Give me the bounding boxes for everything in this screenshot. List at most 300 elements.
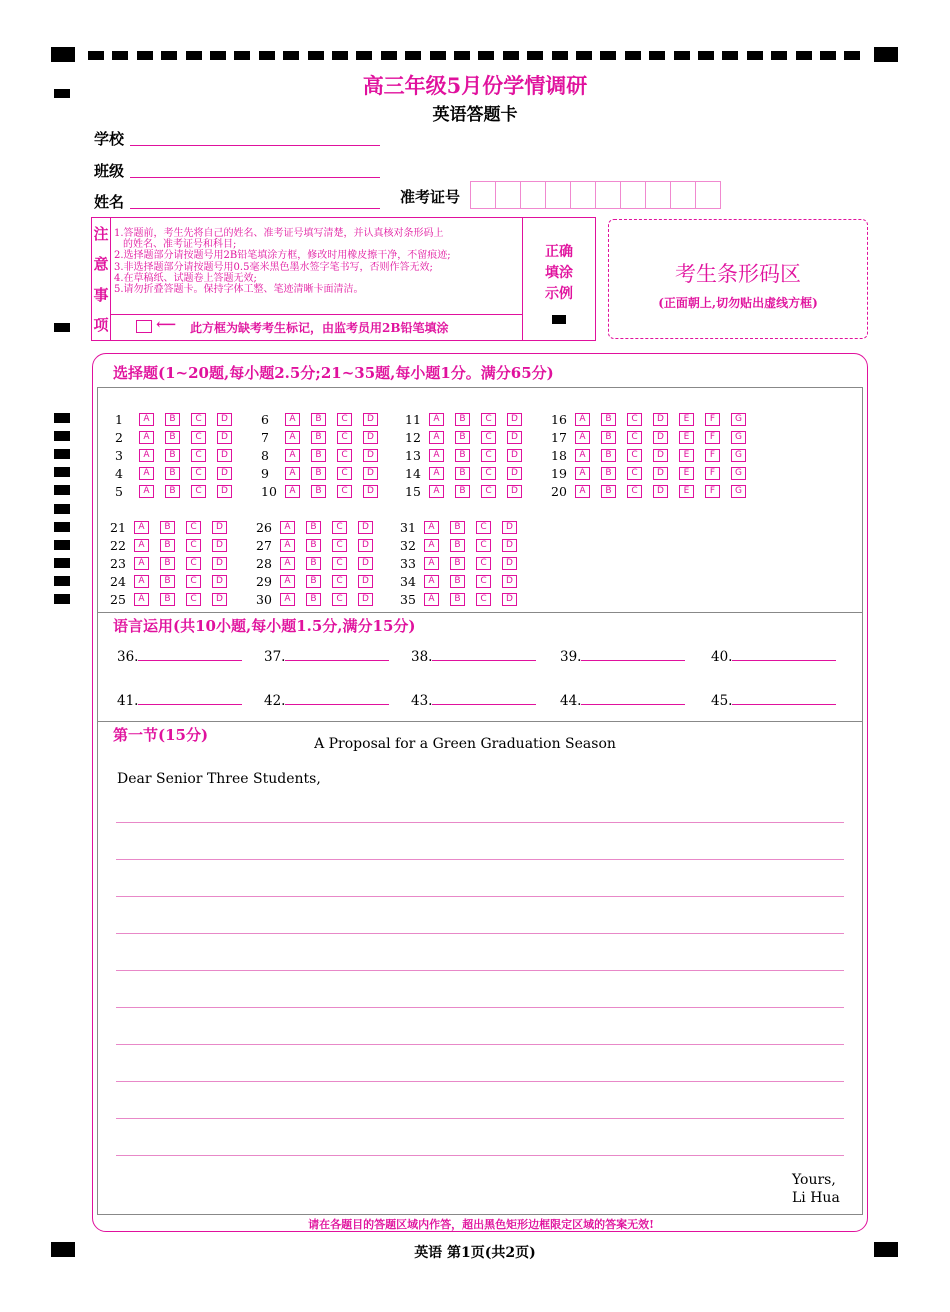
option-bubble-d[interactable]: D [507, 431, 522, 444]
question-number: 22 [110, 537, 126, 553]
writing-line[interactable] [116, 1155, 844, 1156]
blank-answer[interactable] [711, 690, 836, 709]
question-number: 9 [261, 465, 269, 481]
option-bubble-f[interactable]: F [705, 467, 720, 480]
option-bubble-b[interactable]: B [160, 539, 175, 552]
option-bubble-c[interactable]: C [481, 413, 496, 426]
option-bubble-c[interactable]: C [337, 467, 352, 480]
question-number: 11 [405, 411, 421, 427]
option-bubble-b[interactable]: B [601, 467, 616, 480]
option-bubble-b[interactable]: B [165, 467, 180, 480]
option-bubble-b[interactable]: B [160, 521, 175, 534]
question-number: 12 [405, 429, 421, 445]
option-bubble-c[interactable]: C [627, 413, 642, 426]
option-bubble-d[interactable]: D [653, 431, 668, 444]
name-field[interactable] [130, 208, 380, 209]
writing-line[interactable] [116, 1081, 844, 1082]
question-row [400, 573, 528, 589]
option-bubble-b[interactable]: B [165, 485, 180, 498]
option-bubble-a[interactable]: A [285, 449, 300, 462]
notice-head-char: 意 [93, 255, 109, 274]
option-bubble-d[interactable]: D [217, 431, 232, 444]
option-bubble-c[interactable]: C [481, 485, 496, 498]
option-bubble-b[interactable]: B [165, 413, 180, 426]
blank-answer[interactable] [560, 690, 685, 709]
option-bubble-a[interactable]: A [575, 467, 590, 480]
question-row [551, 411, 757, 427]
writing-box [97, 721, 863, 1215]
correct-label: 填涂 [545, 265, 573, 281]
option-bubble-c[interactable]: C [332, 557, 347, 570]
option-bubble-b[interactable]: B [450, 593, 465, 606]
option-bubble-d[interactable]: D [653, 467, 668, 480]
blank-line[interactable] [432, 690, 536, 705]
option-bubble-a[interactable]: A [575, 431, 590, 444]
page-title: 高三年级5月份学情调研 [362, 73, 588, 98]
option-bubble-a[interactable]: A [429, 413, 444, 426]
option-bubble-b[interactable]: B [306, 521, 321, 534]
option-bubble-d[interactable]: D [653, 413, 668, 426]
option-bubble-d[interactable]: D [358, 521, 373, 534]
question-number: 26 [256, 519, 272, 535]
option-bubble-c[interactable]: C [332, 521, 347, 534]
option-bubble-f[interactable]: F [705, 413, 720, 426]
question-row [115, 429, 243, 445]
option-bubble-d[interactable]: D [358, 575, 373, 588]
writing-line[interactable] [116, 933, 844, 934]
question-number: 14 [405, 465, 421, 481]
ticket-number-boxes[interactable] [470, 181, 720, 209]
option-bubble-d[interactable]: D [502, 521, 517, 534]
option-bubble-b[interactable]: B [450, 539, 465, 552]
option-bubble-d[interactable]: D [212, 539, 227, 552]
option-bubble-a[interactable]: A [575, 485, 590, 498]
blank-answer[interactable] [711, 646, 836, 665]
ticket-label: 准考证号 [400, 188, 461, 206]
option-bubble-b[interactable]: B [306, 575, 321, 588]
option-bubble-b[interactable]: B [311, 467, 326, 480]
question-number: 10 [261, 483, 277, 499]
notice-box [91, 217, 596, 341]
option-bubble-b[interactable]: B [311, 485, 326, 498]
option-bubble-c[interactable]: C [186, 521, 201, 534]
option-bubble-b[interactable]: B [306, 593, 321, 606]
blank-number: 42. [264, 693, 286, 709]
question-row [256, 537, 384, 553]
option-bubble-e[interactable]: E [679, 413, 694, 426]
blank-answer[interactable] [264, 646, 389, 665]
question-row [261, 447, 389, 463]
option-bubble-g[interactable]: G [731, 449, 746, 462]
question-number: 35 [400, 591, 416, 607]
timing-mark [54, 323, 70, 332]
question-row [551, 465, 757, 481]
option-bubble-d[interactable]: D [507, 449, 522, 462]
option-bubble-f[interactable]: F [705, 449, 720, 462]
option-bubble-a[interactable]: A [575, 413, 590, 426]
question-row [261, 429, 389, 445]
option-bubble-a[interactable]: A [280, 593, 295, 606]
option-bubble-c[interactable]: C [337, 449, 352, 462]
option-bubble-b[interactable]: B [450, 575, 465, 588]
question-number: 20 [551, 483, 567, 499]
option-bubble-a[interactable]: A [424, 521, 439, 534]
option-bubble-b[interactable]: B [306, 557, 321, 570]
correct-label: 正确 [545, 244, 573, 260]
writing-line[interactable] [116, 1007, 844, 1008]
question-row [256, 519, 384, 535]
option-bubble-c[interactable]: C [476, 593, 491, 606]
timing-dash [381, 51, 397, 60]
option-bubble-f[interactable]: F [705, 431, 720, 444]
blank-line[interactable] [285, 646, 389, 661]
option-bubble-d[interactable]: D [502, 593, 517, 606]
option-bubble-b[interactable]: B [601, 449, 616, 462]
school-field[interactable] [130, 145, 380, 146]
option-bubble-c[interactable]: C [332, 575, 347, 588]
option-bubble-e[interactable]: E [679, 431, 694, 444]
question-number: 4 [115, 465, 123, 481]
option-bubble-a[interactable]: A [134, 593, 149, 606]
option-bubble-f[interactable]: F [705, 485, 720, 498]
option-bubble-b[interactable]: B [306, 539, 321, 552]
notice-line: 3.非选择题部分请按题号用0.5毫米黑色墨水签字笔书写，否则作答无效; [114, 261, 433, 273]
question-row [110, 555, 238, 571]
blank-line[interactable] [581, 646, 685, 661]
option-bubble-a[interactable]: A [134, 557, 149, 570]
question-row [400, 519, 528, 535]
blank-line[interactable] [732, 690, 836, 705]
option-bubble-c[interactable]: C [627, 467, 642, 480]
timing-dash [820, 51, 836, 60]
option-bubble-d[interactable]: D [507, 467, 522, 480]
option-bubble-d[interactable]: D [507, 485, 522, 498]
arrow-left-icon: ⟵ [156, 317, 177, 333]
option-bubble-d[interactable]: D [363, 413, 378, 426]
writing-line[interactable] [116, 1044, 844, 1045]
option-bubble-c[interactable]: C [191, 449, 206, 462]
page-number: 英语 第1页(共2页) [414, 1245, 536, 1261]
option-bubble-a[interactable]: A [280, 557, 295, 570]
timing-dash [112, 51, 128, 60]
timing-dash [405, 51, 421, 60]
option-bubble-b[interactable]: B [160, 575, 175, 588]
question-row [110, 573, 238, 589]
option-bubble-c[interactable]: C [186, 539, 201, 552]
timing-dash [259, 51, 275, 60]
essay-closing: Yours, [792, 1172, 836, 1188]
blank-answer[interactable] [264, 690, 389, 709]
notice-heading [92, 218, 111, 340]
correct-label: 示例 [545, 286, 573, 302]
section-title-writing: 第一节(15分) [113, 726, 209, 744]
timing-dash [503, 51, 519, 60]
option-bubble-a[interactable]: A [134, 521, 149, 534]
barcode-title: 考生条形码区 [675, 262, 801, 286]
class-field[interactable] [130, 177, 380, 178]
option-bubble-d[interactable]: D [363, 431, 378, 444]
absent-mark-row [110, 314, 522, 341]
option-bubble-d[interactable]: D [217, 467, 232, 480]
timing-mark [54, 522, 70, 532]
option-bubble-d[interactable]: D [212, 575, 227, 588]
option-bubble-d[interactable]: D [502, 539, 517, 552]
option-bubble-a[interactable]: A [429, 485, 444, 498]
option-bubble-b[interactable]: B [165, 449, 180, 462]
option-bubble-b[interactable]: B [601, 431, 616, 444]
blank-number: 43. [411, 693, 433, 709]
option-bubble-c[interactable]: C [476, 539, 491, 552]
question-row [110, 591, 238, 607]
option-bubble-c[interactable]: C [337, 431, 352, 444]
question-row [405, 483, 533, 499]
option-bubble-d[interactable]: D [217, 413, 232, 426]
blank-answer[interactable] [411, 690, 536, 709]
option-bubble-a[interactable]: A [424, 557, 439, 570]
option-bubble-e[interactable]: E [679, 485, 694, 498]
notice-text [114, 228, 524, 295]
option-bubble-d[interactable]: D [363, 467, 378, 480]
option-bubble-c[interactable]: C [332, 539, 347, 552]
option-bubble-a[interactable]: A [285, 431, 300, 444]
timing-mark [54, 558, 70, 568]
option-bubble-d[interactable]: D [502, 557, 517, 570]
question-number: 24 [110, 573, 126, 589]
blank-line[interactable] [732, 646, 836, 661]
question-number: 16 [551, 411, 567, 427]
question-number: 28 [256, 555, 272, 571]
notice-head-char: 项 [93, 316, 109, 335]
option-bubble-c[interactable]: C [476, 557, 491, 570]
blank-line[interactable] [138, 646, 242, 661]
option-bubble-a[interactable]: A [575, 449, 590, 462]
writing-line[interactable] [116, 896, 844, 897]
notice-line: 的姓名、准考证号和科目; [123, 239, 237, 251]
question-row [115, 447, 243, 463]
option-bubble-c[interactable]: C [627, 449, 642, 462]
option-bubble-b[interactable]: B [601, 413, 616, 426]
option-bubble-c[interactable]: C [337, 485, 352, 498]
blank-number: 45. [711, 693, 733, 709]
option-bubble-c[interactable]: C [332, 593, 347, 606]
option-bubble-c[interactable]: C [627, 485, 642, 498]
blank-answer[interactable] [411, 646, 536, 665]
option-bubble-c[interactable]: C [627, 431, 642, 444]
page-subtitle: 英语答题卡 [432, 105, 518, 125]
option-bubble-g[interactable]: G [731, 467, 746, 480]
option-bubble-a[interactable]: A [285, 467, 300, 480]
blank-answer[interactable] [560, 646, 685, 665]
option-bubble-d[interactable]: D [358, 539, 373, 552]
barcode-area [608, 219, 868, 339]
option-bubble-b[interactable]: B [455, 431, 470, 444]
question-number: 7 [261, 429, 269, 445]
option-bubble-a[interactable]: A [429, 431, 444, 444]
timing-dash [210, 51, 226, 60]
option-bubble-d[interactable]: D [217, 449, 232, 462]
option-bubble-b[interactable]: B [311, 413, 326, 426]
blank-line[interactable] [432, 646, 536, 661]
option-bubble-a[interactable]: A [424, 593, 439, 606]
timing-dash [234, 51, 250, 60]
option-bubble-d[interactable]: D [507, 413, 522, 426]
question-row [400, 591, 528, 607]
writing-line[interactable] [116, 822, 844, 823]
blank-answer[interactable] [117, 690, 242, 709]
option-bubble-b[interactable]: B [455, 413, 470, 426]
option-bubble-b[interactable]: B [455, 449, 470, 462]
option-bubble-a[interactable]: A [429, 467, 444, 480]
blank-line[interactable] [285, 690, 389, 705]
option-bubble-c[interactable]: C [186, 575, 201, 588]
option-bubble-b[interactable]: B [160, 557, 175, 570]
essay-greeting: Dear Senior Three Students, [117, 771, 321, 787]
question-row [405, 465, 533, 481]
option-bubble-d[interactable]: D [653, 485, 668, 498]
writing-line[interactable] [116, 859, 844, 860]
option-bubble-a[interactable]: A [139, 449, 154, 462]
option-bubble-c[interactable]: C [191, 413, 206, 426]
timing-dash [161, 51, 177, 60]
timing-dash [576, 51, 592, 60]
blank-number: 40. [711, 649, 733, 665]
timing-dash [747, 51, 763, 60]
option-bubble-b[interactable]: B [311, 449, 326, 462]
option-bubble-a[interactable]: A [280, 521, 295, 534]
option-bubble-a[interactable]: A [424, 539, 439, 552]
option-bubble-d[interactable]: D [212, 593, 227, 606]
question-number: 6 [261, 411, 269, 427]
option-bubble-d[interactable]: D [502, 575, 517, 588]
writing-line[interactable] [116, 1118, 844, 1119]
option-bubble-b[interactable]: B [450, 557, 465, 570]
option-bubble-c[interactable]: C [476, 521, 491, 534]
option-bubble-d[interactable]: D [363, 485, 378, 498]
timing-dash [844, 51, 860, 60]
blank-number: 38. [411, 649, 433, 665]
timing-mark [54, 540, 70, 550]
option-bubble-b[interactable]: B [160, 593, 175, 606]
notice-line: 2.选择题部分请按题号用2B铅笔填涂方框，修改时用橡皮擦干净，不留痕迹; [114, 250, 451, 262]
question-number: 27 [256, 537, 272, 553]
notice-line: 5.请勿折叠答题卡。保持字体工整、笔迹清晰卡面清洁。 [114, 284, 364, 296]
timing-dash [283, 51, 299, 60]
question-number: 30 [256, 591, 272, 607]
timing-mark [54, 485, 70, 495]
option-bubble-d[interactable]: D [363, 449, 378, 462]
blank-answer[interactable] [117, 646, 242, 665]
option-bubble-e[interactable]: E [679, 449, 694, 462]
option-bubble-c[interactable]: C [186, 593, 201, 606]
timing-mark [54, 594, 70, 604]
option-bubble-a[interactable]: A [280, 575, 295, 588]
question-number: 2 [115, 429, 123, 445]
option-bubble-a[interactable]: A [139, 467, 154, 480]
timing-dash [649, 51, 665, 60]
timing-dash [308, 51, 324, 60]
option-bubble-a[interactable]: A [285, 485, 300, 498]
blank-line[interactable] [581, 690, 685, 705]
timing-dash [454, 51, 470, 60]
filled-box-example [552, 315, 566, 324]
option-bubble-c[interactable]: C [191, 431, 206, 444]
option-bubble-d[interactable]: D [653, 449, 668, 462]
option-bubble-c[interactable]: C [337, 413, 352, 426]
option-bubble-d[interactable]: D [358, 557, 373, 570]
option-bubble-g[interactable]: G [731, 485, 746, 498]
timing-dash [332, 51, 348, 60]
essay-signature: Li Hua [792, 1190, 840, 1206]
option-bubble-a[interactable]: A [134, 575, 149, 588]
blank-number: 41. [117, 693, 139, 709]
option-bubble-d[interactable]: D [358, 593, 373, 606]
section-title-language: 语言运用(共10小题,每小题1.5分,满分15分) [113, 617, 416, 635]
timing-dash [88, 51, 104, 60]
barcode-note: (正面朝上,切勿贴出虚线方框) [658, 296, 818, 310]
writing-line[interactable] [116, 970, 844, 971]
question-number: 5 [115, 483, 123, 499]
timing-dash [478, 51, 494, 60]
option-bubble-d[interactable]: D [212, 521, 227, 534]
option-bubble-c[interactable]: C [481, 467, 496, 480]
corner-mark-tr [874, 47, 898, 62]
option-bubble-a[interactable]: A [424, 575, 439, 588]
option-bubble-a[interactable]: A [139, 413, 154, 426]
option-bubble-d[interactable]: D [217, 485, 232, 498]
question-row [261, 483, 389, 499]
school-label: 学校 [94, 130, 125, 148]
option-bubble-c[interactable]: C [481, 449, 496, 462]
option-bubble-e[interactable]: E [679, 467, 694, 480]
option-bubble-a[interactable]: A [134, 539, 149, 552]
option-bubble-c[interactable]: C [186, 557, 201, 570]
option-bubble-a[interactable]: A [139, 485, 154, 498]
option-bubble-a[interactable]: A [285, 413, 300, 426]
absent-checkbox[interactable] [136, 320, 152, 333]
essay-title: A Proposal for a Green Graduation Season [314, 736, 616, 752]
option-bubble-c[interactable]: C [191, 485, 206, 498]
timing-mark [54, 576, 70, 586]
timing-dash [137, 51, 153, 60]
question-row [405, 429, 533, 445]
option-bubble-b[interactable]: B [450, 521, 465, 534]
timing-mark [54, 449, 70, 459]
section-title-choice: 选择题(1~20题,每小题2.5分;21~35题,每小题1分。满分65分) [113, 364, 554, 382]
option-bubble-c[interactable]: C [481, 431, 496, 444]
blank-line[interactable] [138, 690, 242, 705]
option-bubble-b[interactable]: B [165, 431, 180, 444]
option-bubble-a[interactable]: A [429, 449, 444, 462]
question-row [256, 573, 384, 589]
option-bubble-d[interactable]: D [212, 557, 227, 570]
option-bubble-c[interactable]: C [476, 575, 491, 588]
timing-mark [54, 504, 70, 514]
option-bubble-b[interactable]: B [601, 485, 616, 498]
option-bubble-c[interactable]: C [191, 467, 206, 480]
option-bubble-a[interactable]: A [139, 431, 154, 444]
option-bubble-b[interactable]: B [455, 467, 470, 480]
notice-head-char: 事 [93, 285, 109, 304]
question-number: 15 [405, 483, 421, 499]
option-bubble-g[interactable]: G [731, 413, 746, 426]
option-bubble-b[interactable]: B [311, 431, 326, 444]
question-row [405, 447, 533, 463]
option-bubble-a[interactable]: A [280, 539, 295, 552]
option-bubble-g[interactable]: G [731, 431, 746, 444]
corner-mark-tl [51, 47, 75, 62]
question-row [256, 555, 384, 571]
option-bubble-b[interactable]: B [455, 485, 470, 498]
